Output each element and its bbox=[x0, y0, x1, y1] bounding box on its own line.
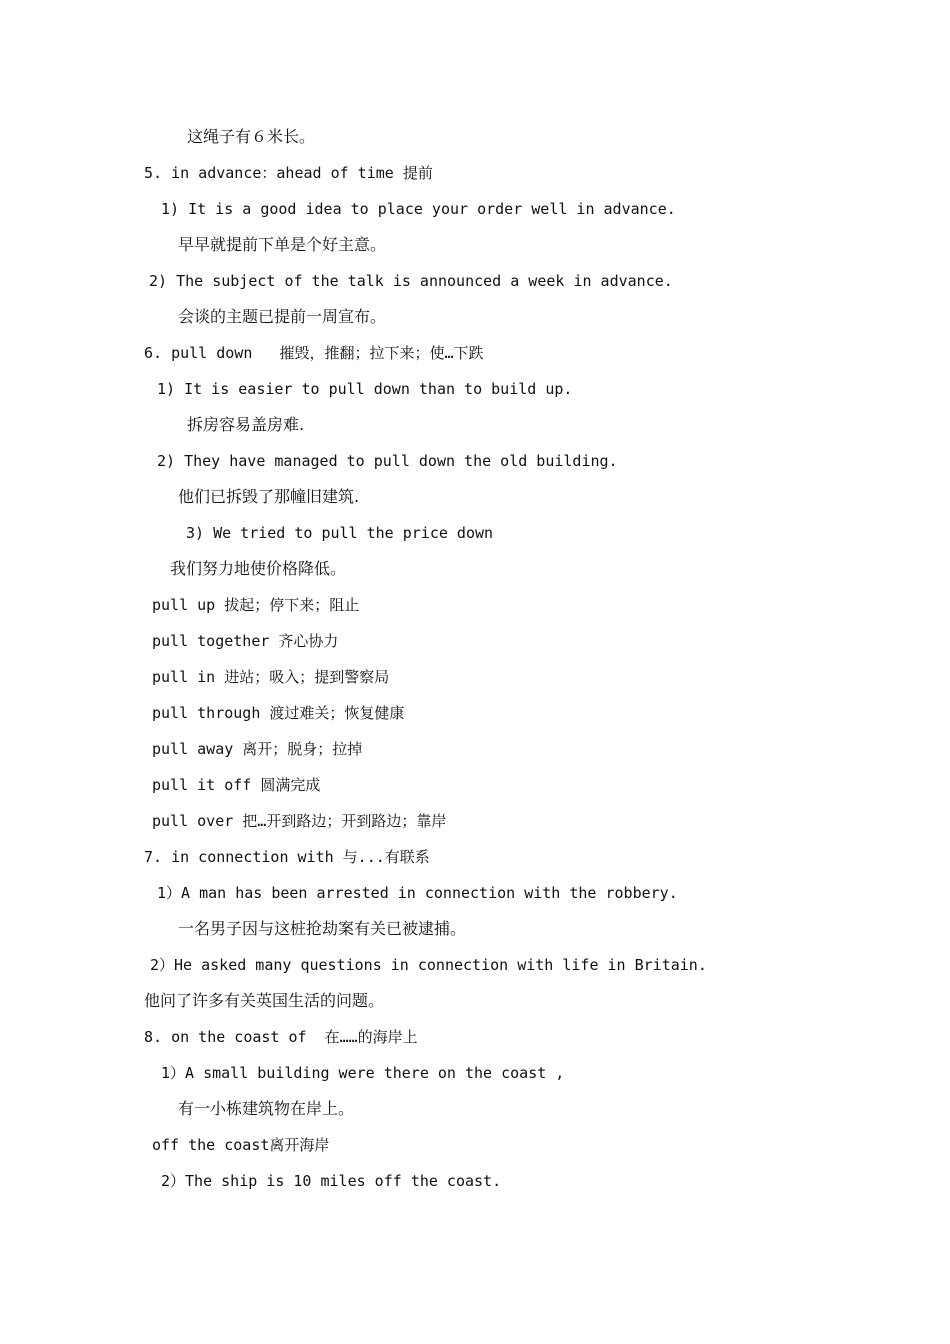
example-translation: 他们已拆毁了那幢旧建筑. bbox=[178, 487, 360, 506]
phrase-entry: off the coast离开海岸 bbox=[152, 1136, 330, 1154]
phrase-entry: pull over 把…开到路边；开到路边；靠岸 bbox=[152, 812, 447, 830]
phrase-entry: pull in 进站；吸入；提到警察局 bbox=[152, 668, 390, 686]
phrase-entry: pull up 拔起；停下来；阻止 bbox=[152, 596, 360, 614]
example-translation: 一名男子因与这桩抢劫案有关已被逮捕。 bbox=[178, 919, 467, 938]
example-sentence: 1) It is easier to pull down than to build up. bbox=[157, 380, 573, 398]
example-translation: 他问了许多有关英国生活的问题。 bbox=[144, 991, 385, 1010]
phrase-entry: pull together 齐心协力 bbox=[152, 632, 339, 650]
section-heading: 5. in advance：ahead of time 提前 bbox=[144, 164, 433, 182]
section-heading: 8. on the coast of 在……的海岸上 bbox=[144, 1028, 418, 1046]
example-translation: 我们努力地使价格降低。 bbox=[170, 559, 347, 578]
section-heading: 7. in connection with 与...有联系 bbox=[144, 848, 430, 866]
text-line: 这绳子有６米长。 bbox=[187, 127, 316, 146]
example-sentence: 2）He asked many questions in connection with life in Britain. bbox=[150, 956, 707, 974]
example-translation: 早早就提前下单是个好主意。 bbox=[178, 235, 387, 254]
example-sentence: 2) The subject of the talk is announced a week in advance. bbox=[149, 272, 673, 290]
example-translation: 有一小栋建筑物在岸上。 bbox=[178, 1099, 355, 1118]
phrase-entry: pull away 离开；脱身；拉掉 bbox=[152, 740, 363, 758]
example-translation: 拆房容易盖房难. bbox=[187, 415, 305, 434]
example-translation: 会谈的主题已提前一周宣布。 bbox=[178, 307, 387, 326]
phrase-entry: pull through 渡过难关；恢复健康 bbox=[152, 704, 405, 722]
example-sentence: 2) They have managed to pull down the old building. bbox=[157, 452, 618, 470]
example-sentence: 2）The ship is 10 miles off the coast. bbox=[161, 1172, 502, 1190]
example-sentence: 1）A small building were there on the coast , bbox=[161, 1064, 565, 1082]
section-heading: 6. pull down 摧毁，推翻；拉下来；使…下跌 bbox=[144, 344, 484, 362]
example-sentence: 3) We tried to pull the price down bbox=[186, 524, 494, 542]
example-sentence: 1) It is a good idea to place your order well in advance. bbox=[161, 200, 676, 218]
example-sentence: 1）A man has been arrested in connection with the robbery. bbox=[157, 884, 678, 902]
phrase-entry: pull it off 圆满完成 bbox=[152, 776, 321, 794]
